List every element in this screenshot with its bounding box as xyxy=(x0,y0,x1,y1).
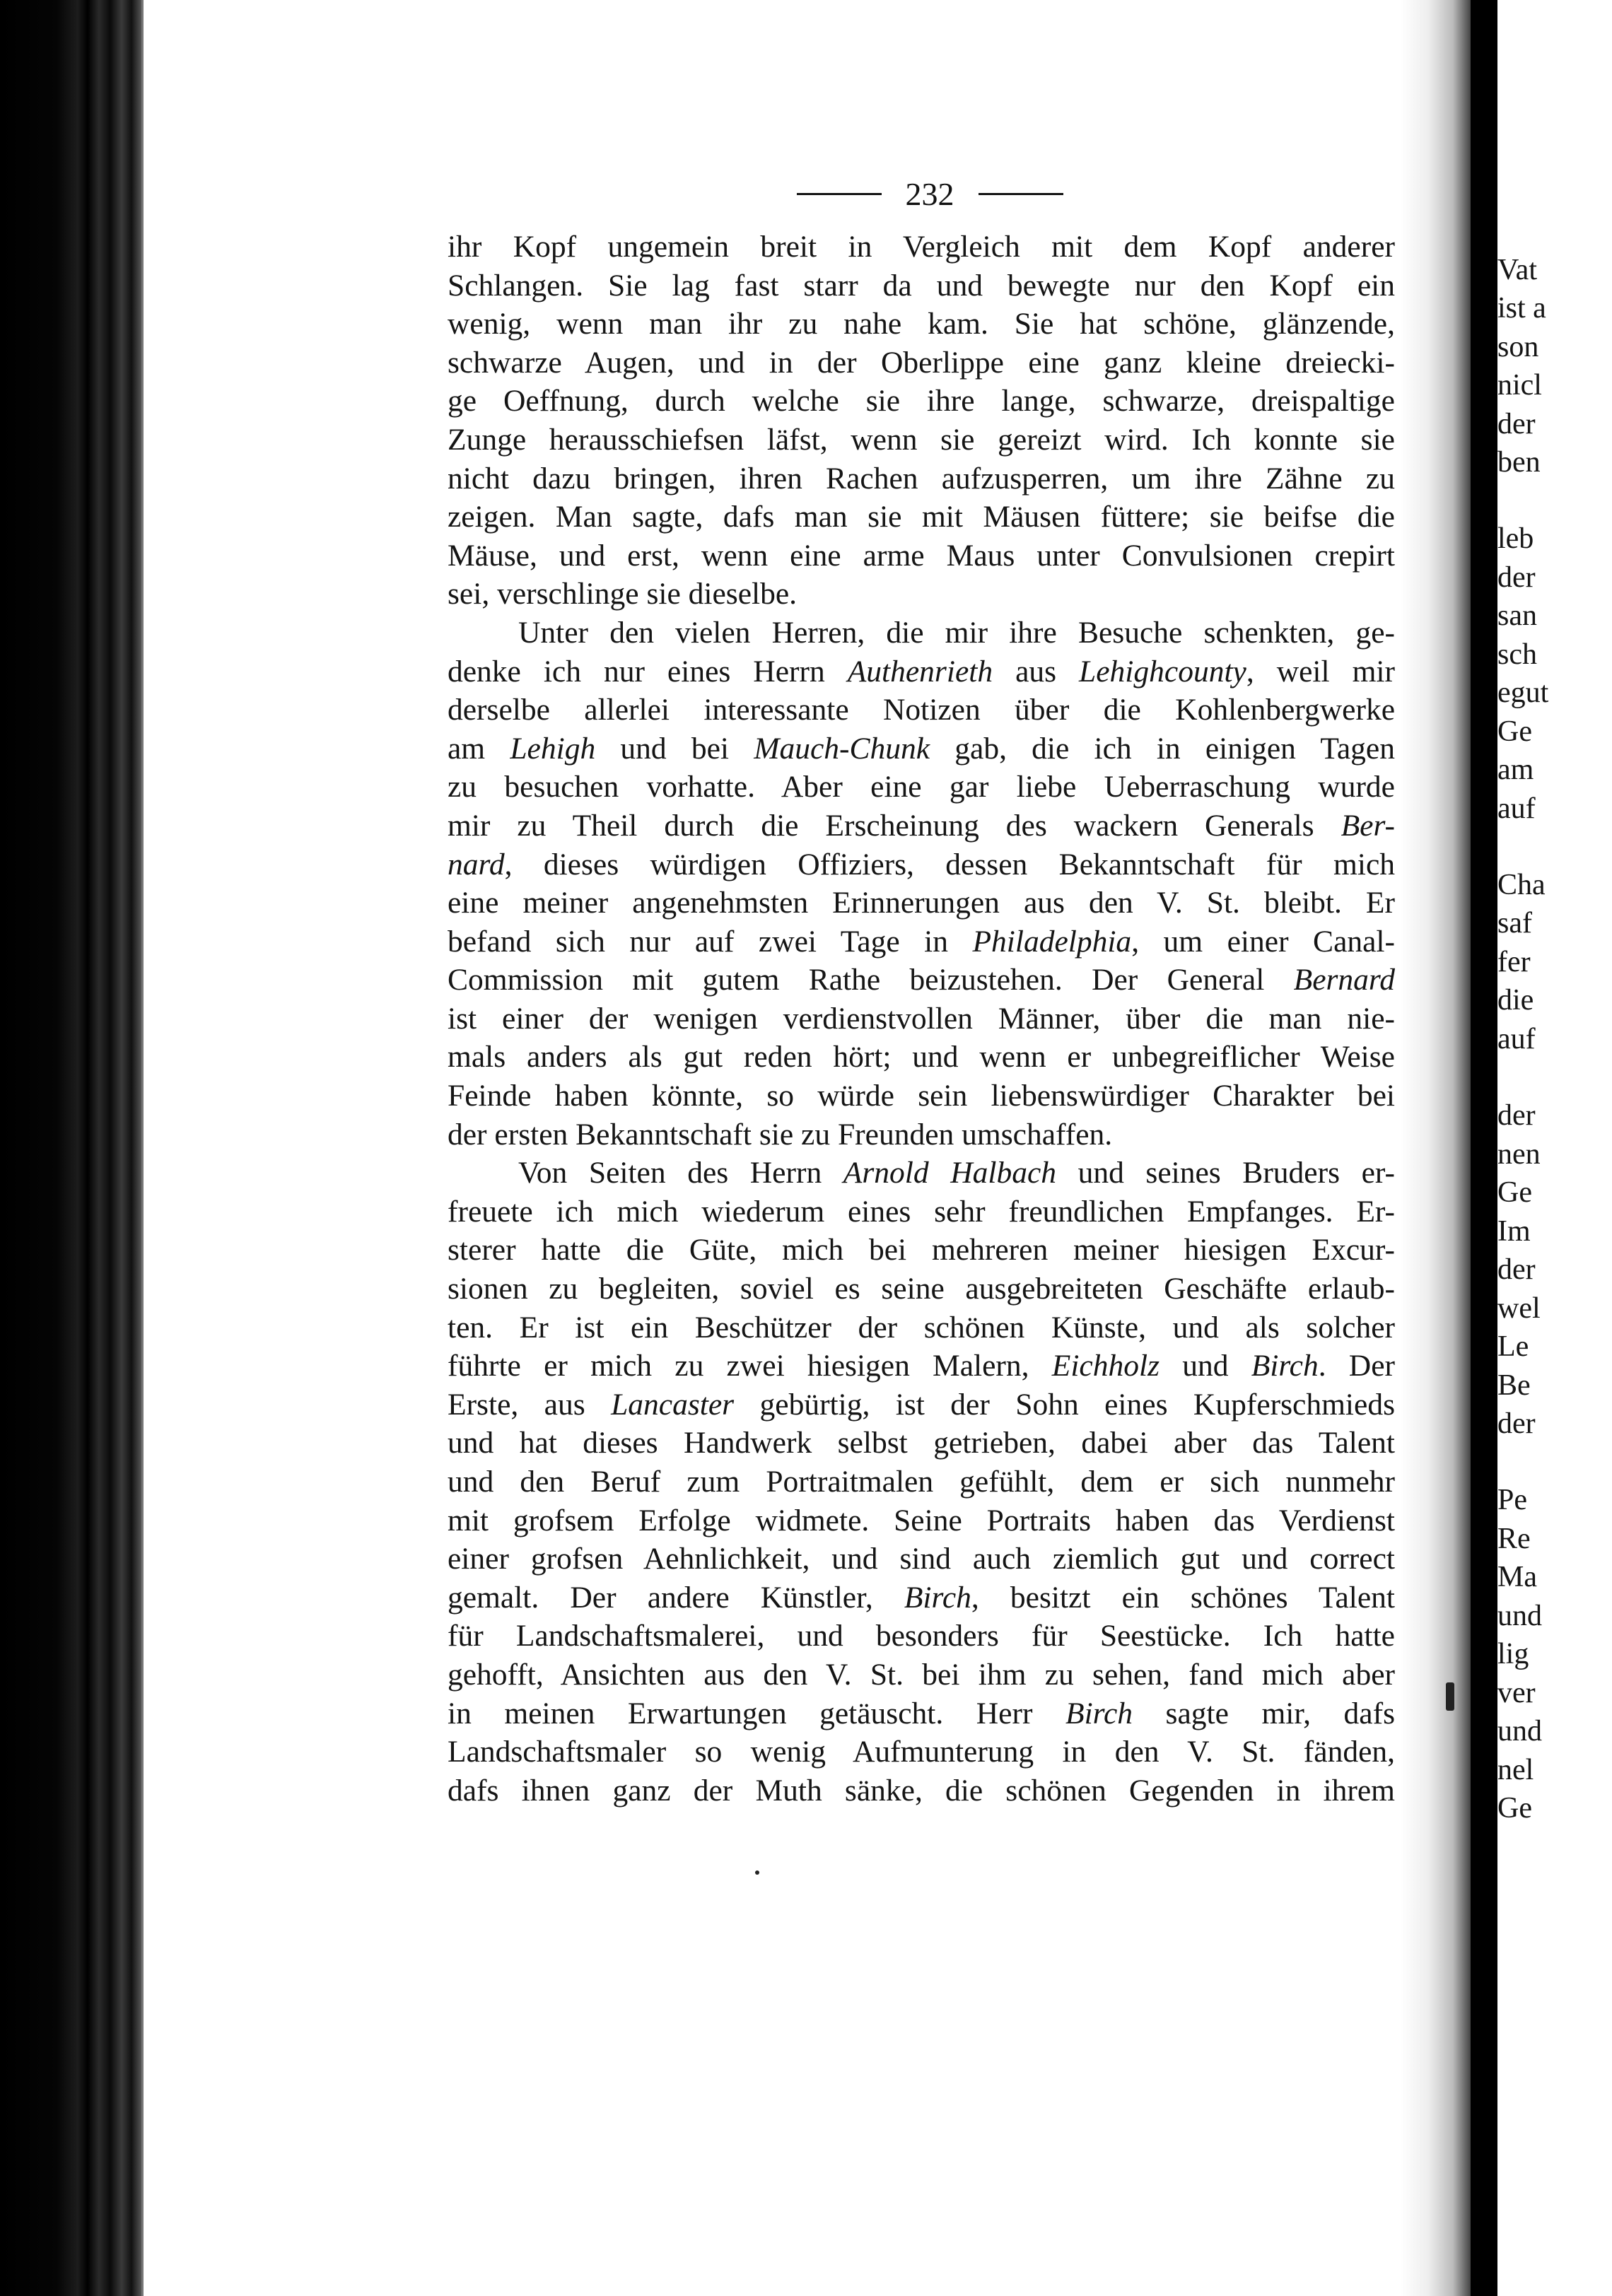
adjacent-page-fragment: fer xyxy=(1497,946,1531,978)
text-run: denke ich nur eines Herrn xyxy=(448,654,848,689)
text-run: der ersten Bekanntschaft sie zu Freunden umschaffen. xyxy=(448,1117,1113,1152)
text-run: sterer hatte die Güte, mich bei mehreren meiner hiesigen Excur- xyxy=(448,1233,1395,1267)
text-line xyxy=(448,652,1395,691)
text-line xyxy=(448,1115,1395,1154)
text-line xyxy=(448,1540,1395,1578)
text-line xyxy=(448,1424,1395,1463)
text-line xyxy=(448,1771,1395,1810)
adjacent-page-fragment: auf xyxy=(1497,792,1536,825)
text-run: Commission mit gutem Rathe beizustehen. Der General xyxy=(448,963,1294,997)
text-run: . Der xyxy=(1318,1349,1395,1383)
text-run: einer grofsen Aehnlichkeit, und sind auch ziemlich gut und correct xyxy=(448,1542,1395,1576)
text-line xyxy=(448,459,1395,498)
text-run: freuete ich mich wiederum eines sehr freundlichen Empfanges. Er- xyxy=(448,1194,1395,1229)
italic-name: nard xyxy=(448,847,505,882)
text-run: eine meiner angenehmsten Erinnerungen aus den V. St. bleibt. Er xyxy=(448,886,1395,920)
text-line xyxy=(448,768,1395,807)
text-run: Zunge herausschiefsen läfst, wenn sie gereizt wird. Ich konnte sie xyxy=(448,422,1395,457)
text-line xyxy=(448,1193,1395,1231)
adjacent-page-fragment: ist a xyxy=(1497,292,1546,324)
text-run: , weil mir xyxy=(1246,654,1395,689)
adjacent-page-fragment: der xyxy=(1497,1099,1536,1132)
text-run: sionen zu begleiten, soviel es seine ausgebreiteten Geschäfte erlaub- xyxy=(448,1272,1395,1306)
italic-name: Birch xyxy=(904,1580,971,1615)
italic-name: Eichholz xyxy=(1051,1349,1160,1383)
italic-name: Lehighcounty xyxy=(1079,654,1246,689)
italic-name: Birch xyxy=(1065,1696,1133,1730)
text-line xyxy=(448,1733,1395,1771)
text-run: schwarze Augen, und in der Oberlippe eine ganz kleine dreiecki- xyxy=(448,345,1395,380)
text-line xyxy=(448,922,1395,961)
text-run: gehofft, Ansichten aus den V. St. bei ihm zu sehen, fand mich aber xyxy=(448,1657,1395,1692)
italic-name: Arnold Halbach xyxy=(843,1156,1057,1190)
adjacent-page-fragment: Ge xyxy=(1497,1176,1532,1209)
text-line xyxy=(448,614,1395,652)
italic-name: Authenrieth xyxy=(847,654,993,689)
italic-name: Ber- xyxy=(1341,808,1395,843)
text-run: Erste, aus xyxy=(448,1387,612,1422)
text-run: zeigen. Man sagte, dafs man sie mit Mäusen füttere; sie beifse die xyxy=(448,500,1395,534)
adjacent-page-fragment: nel xyxy=(1497,1754,1534,1786)
adjacent-page-fragment: Vat xyxy=(1497,254,1537,286)
text-line xyxy=(448,1077,1395,1115)
adjacent-page-fragment: Le xyxy=(1497,1330,1529,1363)
text-line xyxy=(448,1617,1395,1656)
adjacent-page-fragment: der xyxy=(1497,1253,1536,1286)
text-run: in meinen Erwartungen getäuscht. Herr xyxy=(448,1696,1065,1730)
text-run: Unter den vielen Herren, die mir ihre Besuche schenkten, ge- xyxy=(518,615,1395,650)
text-run: derselbe allerlei interessante Notizen über die Kohlenbergwerke xyxy=(448,693,1395,727)
adjacent-page-fragment: Ma xyxy=(1497,1561,1537,1593)
text-run: nicht dazu bringen, ihren Rachen aufzusperren, um ihre Zähne zu xyxy=(448,461,1395,496)
text-run: und seines Bruders er- xyxy=(1056,1156,1395,1190)
text-run: Schlangen. Sie lag fast starr da und bewegte nur den Kopf ein xyxy=(448,268,1395,303)
text-run: gemalt. Der andere Künstler, xyxy=(448,1580,904,1615)
text-run: aus xyxy=(993,654,1080,689)
body-text xyxy=(448,228,1395,1810)
page-number: 232 xyxy=(905,176,954,212)
adjacent-page-fragment: nen xyxy=(1497,1138,1541,1171)
italic-name: Bernard xyxy=(1293,963,1395,997)
adjacent-page-fragment: wel xyxy=(1497,1292,1541,1325)
text-line xyxy=(448,807,1395,845)
text-run: ist einer der wenigen verdienstvollen Männer, über die man nie- xyxy=(448,1001,1395,1036)
adjacent-page-fragment: lig xyxy=(1497,1638,1529,1670)
book-gutter xyxy=(1471,0,1497,2296)
text-line xyxy=(448,845,1395,884)
adjacent-page-fragment: Be xyxy=(1497,1369,1531,1402)
text-run: Von Seiten des Herrn xyxy=(518,1156,843,1190)
italic-name: Lehigh xyxy=(510,731,596,766)
text-line xyxy=(448,498,1395,537)
text-line xyxy=(448,266,1395,305)
text-line xyxy=(448,884,1395,922)
page-edge-mark xyxy=(1446,1682,1454,1711)
adjacent-page-fragment: saf xyxy=(1497,907,1532,939)
adjacent-page-fragment: und xyxy=(1497,1600,1542,1632)
adjacent-page-fragment: nicl xyxy=(1497,369,1542,402)
text-line xyxy=(448,961,1395,1000)
text-line xyxy=(448,1656,1395,1694)
adjacent-page-fragment: auf xyxy=(1497,1023,1536,1055)
text-run: und den Beruf zum Portraitmalen gefühlt, dem er sich nunmehr xyxy=(448,1465,1395,1499)
adjacent-page-fragment: der xyxy=(1497,561,1536,594)
adjacent-page-fragment: Pe xyxy=(1497,1484,1527,1516)
text-run: , dieses würdigen Offiziers, dessen Bekanntschaft für mich xyxy=(504,847,1395,882)
text-line xyxy=(448,575,1395,614)
text-line xyxy=(448,1270,1395,1308)
text-run: mals anders als gut reden hört; und wenn er unbegreiflicher Weise xyxy=(448,1040,1395,1074)
text-line xyxy=(448,1038,1395,1077)
text-run: ge Oeffnung, durch welche sie ihre lange, schwarze, dreispaltige xyxy=(448,384,1395,418)
text-run: und xyxy=(1160,1349,1251,1383)
text-run: ihr Kopf ungemein breit in Vergleich mit dem Kopf anderer xyxy=(448,230,1395,264)
text-run: Landschaftsmaler so wenig Aufmunterung in den V. St. fänden, xyxy=(448,1735,1395,1769)
adjacent-page-fragment: ver xyxy=(1497,1677,1536,1709)
text-run: mit grofsem Erfolge widmete. Seine Portraits haben das Verdienst xyxy=(448,1503,1395,1538)
adjacent-page-fragment: ben xyxy=(1497,446,1541,479)
header-rule-right xyxy=(979,193,1063,195)
adjacent-page-fragment: Cha xyxy=(1497,869,1546,901)
italic-name: Philadelphia xyxy=(972,924,1132,959)
text-line xyxy=(448,1231,1395,1270)
adjacent-page-fragment: egut xyxy=(1497,676,1549,709)
text-run: gab, die ich in einigen Tagen xyxy=(930,731,1395,766)
text-line xyxy=(448,1463,1395,1501)
text-run: sei, verschlinge sie dieselbe. xyxy=(448,577,798,611)
text-line xyxy=(448,228,1395,266)
adjacent-page-fragment: Re xyxy=(1497,1523,1531,1555)
adjacent-page-fragment: der xyxy=(1497,408,1536,440)
text-line xyxy=(448,1578,1395,1617)
text-line xyxy=(448,305,1395,344)
adjacent-page-fragment: san xyxy=(1497,599,1537,632)
text-run: und hat dieses Handwerk selbst getrieben, dabei aber das Talent xyxy=(448,1426,1395,1460)
page-header xyxy=(788,175,1071,213)
text-line xyxy=(448,537,1395,575)
italic-name: Mauch-Chunk xyxy=(754,731,930,766)
text-run: gebürtig, ist der Sohn eines Kupferschmieds xyxy=(734,1387,1395,1422)
text-run: mir zu Theil durch die Erscheinung des wackern Generals xyxy=(448,808,1341,843)
text-line xyxy=(448,382,1395,421)
adjacent-page-fragment: sch xyxy=(1497,638,1537,671)
text-line xyxy=(448,1501,1395,1540)
text-run: , besitzt ein schönes Talent xyxy=(971,1580,1395,1615)
text-line xyxy=(448,1694,1395,1733)
text-run: sagte mir, dafs xyxy=(1133,1696,1395,1730)
italic-name: Lancaster xyxy=(611,1387,735,1422)
text-line xyxy=(448,421,1395,459)
text-line xyxy=(448,1000,1395,1038)
text-line xyxy=(448,1154,1395,1193)
ink-speck xyxy=(755,1870,759,1875)
text-run: , um einer Canal- xyxy=(1131,924,1395,959)
book-spine-edge xyxy=(0,0,141,2296)
text-run: Mäuse, und erst, wenn eine arme Maus unter Convulsionen crepirt xyxy=(448,538,1395,573)
text-run: befand sich nur auf zwei Tage in xyxy=(448,924,973,959)
text-run: am xyxy=(448,731,510,766)
adjacent-page-fragment: die xyxy=(1497,984,1534,1017)
text-run: wenig, wenn man ihr zu nahe kam. Sie hat schöne, glänzende, xyxy=(448,307,1395,341)
page-fold-shadow xyxy=(1400,0,1471,2296)
adjacent-page xyxy=(1497,0,1612,2296)
text-run: dafs ihnen ganz der Muth sänke, die schönen Gegenden in ihrem xyxy=(448,1773,1395,1808)
text-line xyxy=(448,1308,1395,1347)
adjacent-page-fragment: am xyxy=(1497,754,1534,786)
text-run: Feinde haben könnte, so würde sein liebenswürdiger Charakter bei xyxy=(448,1079,1395,1113)
adjacent-page-fragment: Im xyxy=(1497,1215,1531,1248)
adjacent-page-fragment: Ge xyxy=(1497,715,1532,748)
text-line xyxy=(448,691,1395,730)
adjacent-page-fragment: Ge xyxy=(1497,1792,1532,1824)
text-run: ten. Er ist ein Beschützer der schönen Künste, und als solcher xyxy=(448,1310,1395,1345)
text-run: zu besuchen vorhatte. Aber eine gar liebe Ueberraschung wurde xyxy=(448,770,1395,804)
adjacent-page-fragment: der xyxy=(1497,1407,1536,1440)
text-line xyxy=(448,1347,1395,1386)
italic-name: Birch xyxy=(1251,1349,1319,1383)
text-run: und bei xyxy=(595,731,754,766)
header-rule-left xyxy=(797,193,882,195)
adjacent-page-fragment: und xyxy=(1497,1715,1542,1747)
text-line xyxy=(448,730,1395,768)
text-line xyxy=(448,1386,1395,1424)
text-line xyxy=(448,344,1395,382)
text-run: führte er mich zu zwei hiesigen Malern, xyxy=(448,1349,1052,1383)
text-run: für Landschaftsmalerei, und besonders für Seestücke. Ich hatte xyxy=(448,1619,1395,1653)
adjacent-page-fragment: leb xyxy=(1497,522,1534,555)
adjacent-page-fragment: son xyxy=(1497,331,1539,363)
